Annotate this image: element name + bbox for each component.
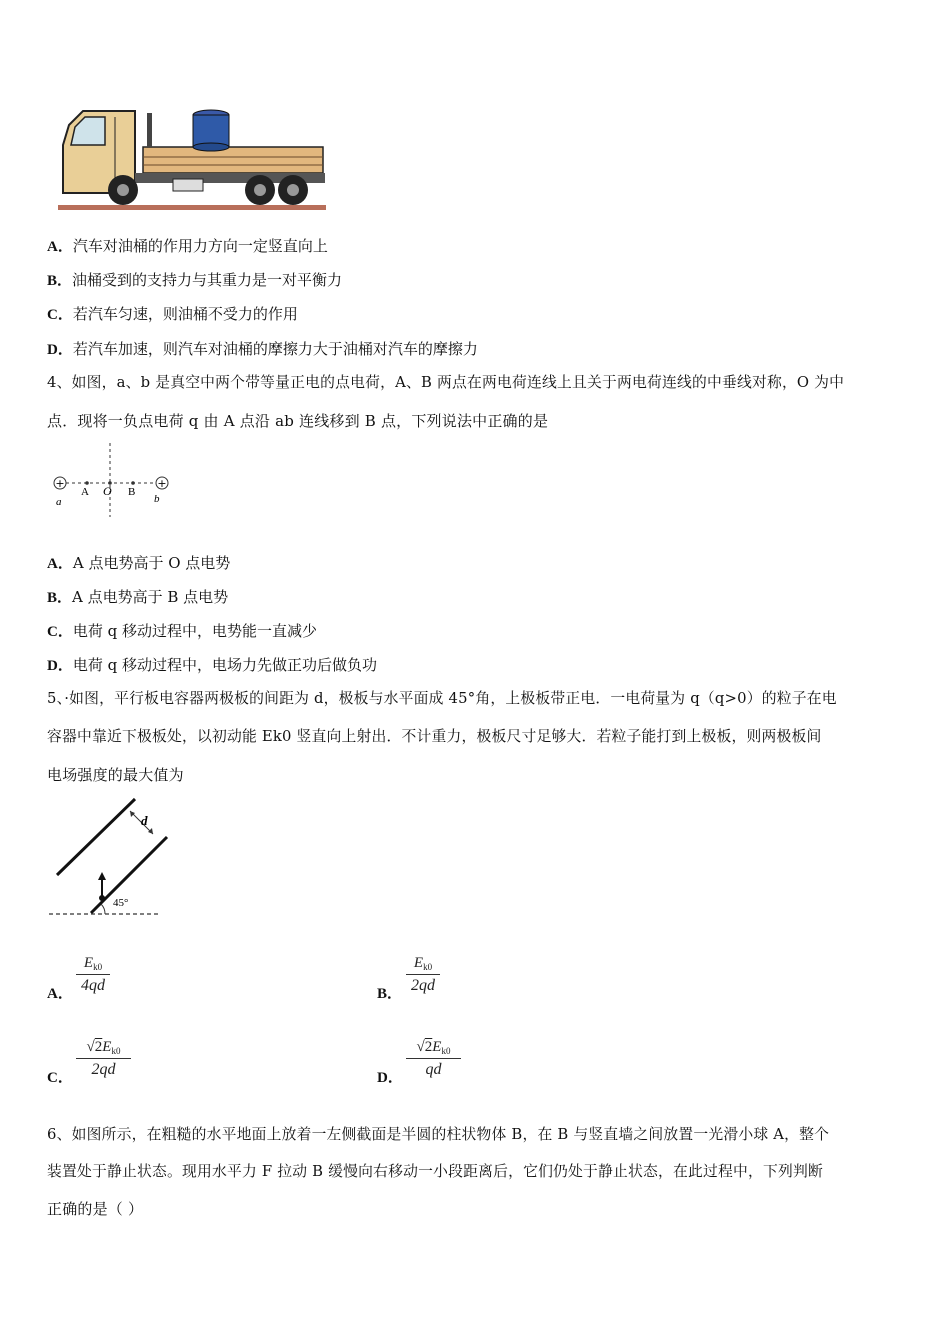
d-label: d bbox=[141, 813, 148, 828]
q5-option-c-fraction: $\frac{√2E_{k0}}{2qd}$ bbox=[76, 1039, 131, 1079]
option-text: A 点电势高于 B 点电势 bbox=[72, 588, 229, 606]
label-point-o: O bbox=[103, 484, 112, 498]
option-label: A． bbox=[47, 556, 73, 572]
q3-option-a bbox=[47, 236, 328, 257]
sqrt-arg: 2 bbox=[94, 1039, 103, 1055]
numerator: E bbox=[413, 955, 424, 971]
numerator: E bbox=[83, 955, 94, 971]
option-label: D． bbox=[47, 342, 73, 358]
subscript: k0 bbox=[111, 1046, 121, 1056]
angle-label: 45° bbox=[113, 897, 129, 909]
q5-option-d-fraction: $\frac{√2E_{k0}}{qd}$ bbox=[406, 1039, 461, 1079]
q5-option-a-fraction bbox=[76, 955, 110, 995]
option-label: A． bbox=[47, 239, 73, 255]
capacitor-figure bbox=[47, 797, 177, 919]
subscript: k0 bbox=[423, 962, 433, 972]
q5-option-b-label: B． bbox=[377, 986, 403, 1002]
option-label: B． bbox=[47, 273, 73, 289]
label-b: b bbox=[154, 493, 160, 505]
q5-stem-line1: 5、·如图，平行板电容器两极板的间距为 d，极板与水平面成 45°角，上极板带正电．一电荷量为 q（q>0）的粒子在电 bbox=[47, 690, 837, 707]
q4-option-c bbox=[47, 621, 317, 642]
q3-option-b bbox=[47, 270, 342, 291]
truck-figure bbox=[55, 105, 330, 213]
subscript: k0 bbox=[441, 1046, 451, 1056]
denominator: 2qd bbox=[91, 1061, 116, 1078]
charges-figure bbox=[50, 443, 180, 518]
q5-option-b-fraction bbox=[406, 955, 440, 995]
q6-stem-line3: 正确的是（ ） bbox=[47, 1200, 144, 1218]
option-label: C． bbox=[47, 307, 73, 323]
denominator: qd bbox=[425, 1061, 442, 1078]
numerator: E bbox=[102, 1039, 112, 1055]
option-text: A 点电势高于 O 点电势 bbox=[72, 554, 231, 572]
q3-option-d bbox=[47, 339, 478, 360]
q4-option-b bbox=[47, 587, 228, 608]
q5-option-a-label: A． bbox=[47, 986, 73, 1002]
option-label: C． bbox=[47, 624, 73, 640]
plus-label: + bbox=[55, 477, 65, 490]
option-text: 若汽车匀速，则油桶不受力的作用 bbox=[72, 305, 298, 323]
q5-stem-line2: 容器中靠近下极板处，以初动能 Ek0 竖直向上射出．不计重力，极板尺寸足够大．若粒子能打到上极板，则两极板间 bbox=[47, 728, 822, 745]
option-text: 汽车对油桶的作用力方向一定竖直向上 bbox=[72, 237, 328, 255]
upper-plate bbox=[57, 799, 135, 875]
subscript: k0 bbox=[93, 962, 103, 972]
label-point-b: B bbox=[128, 486, 136, 498]
option-text: 电荷 q 移动过程中，电势能一直减少 bbox=[72, 622, 317, 640]
label-point-a: A bbox=[81, 486, 89, 498]
q5-option-d-label: D． bbox=[377, 1070, 403, 1086]
q4-stem-line2: 点．现将一负点电荷 q 由 A 点沿 ab 连线移到 B 点，下列说法中正确的是 bbox=[47, 412, 549, 430]
option-text: 油桶受到的支持力与其重力是一对平衡力 bbox=[72, 271, 343, 289]
truck-icon bbox=[55, 105, 330, 213]
label-a: a bbox=[56, 496, 62, 508]
q6-stem-line1: 6、如图所示，在粗糙的水平地面上放着一左侧截面是半圆的柱状物体 B，在 B 与竖直墙之间放置一光滑小球 A，整个 bbox=[47, 1126, 830, 1143]
q4-stem-line1: 4、如图，a、b 是真空中两个带等量正电的点电荷，A、B 两点在两电荷连线上且关于两电荷连线的中垂线对称，O 为中 bbox=[47, 374, 845, 391]
option-label: B． bbox=[47, 590, 73, 606]
arrow-up-icon bbox=[98, 872, 106, 880]
denominator: 2qd bbox=[411, 977, 435, 994]
numerator: E bbox=[432, 1039, 442, 1055]
option-label: D． bbox=[47, 658, 73, 674]
q5-stem-line3: 电场强度的最大值为 bbox=[47, 766, 184, 784]
q4-option-a bbox=[47, 553, 230, 574]
option-text: 电荷 q 移动过程中，电场力先做正功后做负功 bbox=[72, 656, 377, 674]
plus-label: + bbox=[157, 477, 167, 490]
option-text: 若汽车加速，则汽车对油桶的摩擦力大于油桶对汽车的摩擦力 bbox=[72, 340, 478, 358]
q3-option-c bbox=[47, 304, 298, 325]
q6-stem-line2: 装置处于静止状态。现用水平力 F 拉动 B 缓慢向右移动一小段距离后，它们仍处于静止状态，在此过程中，下列判断 bbox=[47, 1163, 824, 1180]
sqrt-arg: 2 bbox=[424, 1039, 433, 1055]
q4-option-d bbox=[47, 655, 377, 676]
denominator: 4qd bbox=[81, 977, 105, 994]
q5-option-c-label: C． bbox=[47, 1070, 73, 1086]
